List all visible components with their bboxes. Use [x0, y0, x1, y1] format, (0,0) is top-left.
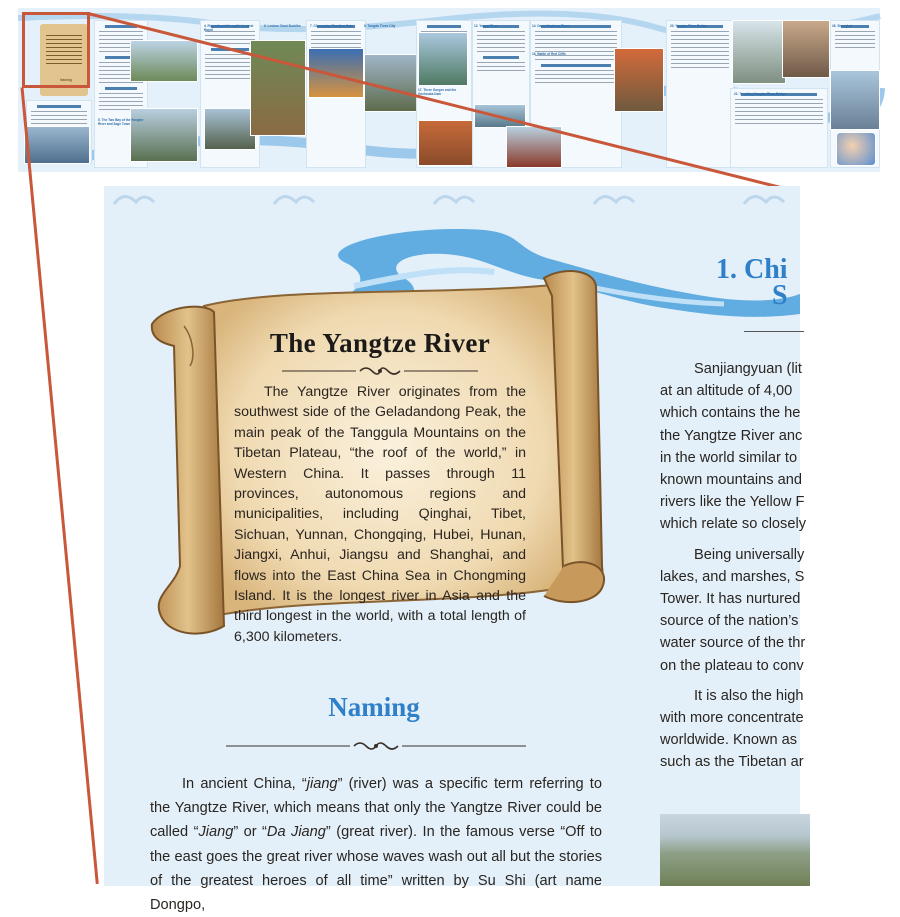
ornament-divider: [282, 364, 478, 378]
mini-photo: [732, 20, 786, 84]
cloud-border-decoration: [104, 186, 800, 216]
right-line: Sanjiangyuan (lit: [694, 361, 802, 377]
mini-heading: 5. The Two Bay of the Yangtze River and Sage Town: [98, 118, 144, 126]
right-line: which relate so closely: [660, 516, 807, 533]
right-column-text: [660, 358, 860, 782]
mini-heading: 22. Tengking Yangtze River Bridge: [734, 92, 786, 96]
mini-photo: [418, 32, 468, 86]
section-heading-rule: [744, 331, 804, 332]
scroll-body: [234, 382, 526, 647]
mini-page: [666, 20, 734, 168]
mini-heading: 8. Tongda Three City: [364, 24, 396, 28]
right-line: lakes, and marshes, S: [660, 568, 805, 585]
right-line: in the world similar to: [660, 449, 798, 466]
landscape-photo: [660, 814, 810, 886]
mini-photo: [418, 120, 476, 166]
mini-photo: [308, 48, 364, 98]
text-run: ” or “: [233, 824, 267, 841]
mini-photo: [830, 70, 880, 130]
right-line: worldwide. Known as: [660, 732, 798, 749]
mini-heading: 20. Yangtze River Bridge: [670, 24, 708, 28]
right-line: Being universally: [694, 546, 805, 563]
right-line: Tower. It has nurtured: [660, 591, 801, 608]
text-run-italic: jiang: [306, 776, 338, 792]
mini-heading: 14. Dawy Haghang River: [532, 24, 570, 28]
mini-photo: [130, 108, 198, 162]
text-run: ” (river) was a specific term referring to the Yangtze River, which means that only the Yangtze River could be called “: [150, 776, 602, 841]
mini-photo: [24, 126, 90, 164]
scroll-body-text: The Yangtze River originates from the southwest side of the Geladandong Peak, the main peak of the Tanggula Mountains on the Tibetan Plateau, “the roof of the world,” in Western China. It passes through 11 provinces, autonomous regions and municipalities, including Qinghai, Tibet, Sichuan, Yunnan, Chongqing, Hubei, Hunan, Jiangxi, Anhui, Jiangsu and Shanghai, and flows into the East China Sea in Chongming Island. It is the longest river in Asia and the third longest in the world, with a total length of 6,300 kilometers.: [234, 384, 526, 645]
mini-heading: Naming: [60, 78, 72, 82]
right-line: known mountains and: [660, 472, 802, 489]
right-line: It is also the high: [694, 687, 804, 704]
overview-highlight-box: [22, 12, 90, 88]
naming-ornament-divider: [226, 739, 526, 753]
mini-photo: [614, 48, 664, 112]
scroll-title: The Yangtze River: [269, 328, 491, 358]
mini-heading: 26. Shanghai: [832, 24, 852, 28]
right-line: with more concentrate: [660, 710, 804, 727]
mini-photo: [782, 20, 830, 78]
mini-heading: 4. Ring of world's reptile Largest Rapid: [204, 24, 254, 32]
right-line: such as the Tibetan ar: [660, 754, 804, 771]
overview-strip: [18, 8, 880, 172]
section-heading-continued: S: [772, 280, 788, 311]
naming-paragraph: [150, 772, 602, 917]
right-line: water source of the thr: [660, 635, 806, 652]
mini-heading: 6. Leshan Giant Buddha: [264, 24, 301, 28]
section-heading: 1. Chi: [716, 254, 788, 285]
right-line: at an altitude of 4,00: [660, 383, 793, 400]
naming-heading: Naming: [328, 692, 420, 722]
mini-heading: 12. Yangzi River: [474, 24, 499, 28]
zoomed-page: [104, 186, 807, 914]
text-run-italic: Jiang: [198, 824, 234, 841]
right-line: the Yangtze River anc: [660, 427, 803, 444]
mini-heading: 16. Battle of Red Cliffs: [532, 52, 566, 56]
text-run-italic: Da Jiang: [266, 824, 326, 841]
mini-heading: 17. Three Gorges and the Gezhouba Dam: [418, 88, 457, 96]
zoom-connector-left: [21, 87, 99, 884]
mini-page: [730, 88, 828, 168]
mini-photo: [506, 126, 562, 168]
right-line: source of the nation’s: [660, 613, 799, 630]
mini-photo: [130, 40, 198, 82]
mini-photo: [204, 108, 256, 150]
mini-photo: [836, 132, 876, 166]
right-line: rivers like the Yellow F: [660, 494, 805, 511]
right-line: which contains the he: [660, 405, 801, 422]
text-run: ” (great river). In the famous verse “Off to the east goes the great river whose waves wash out all but the stories of the greatest heroes of all time” written by Su Shi (art name Dongpo,: [150, 824, 602, 914]
mini-heading: 7. Chongqing Chaotian Gate: [310, 24, 353, 28]
text-run: In ancient China, “: [182, 776, 307, 792]
right-line: on the plateau to conv: [660, 657, 804, 674]
